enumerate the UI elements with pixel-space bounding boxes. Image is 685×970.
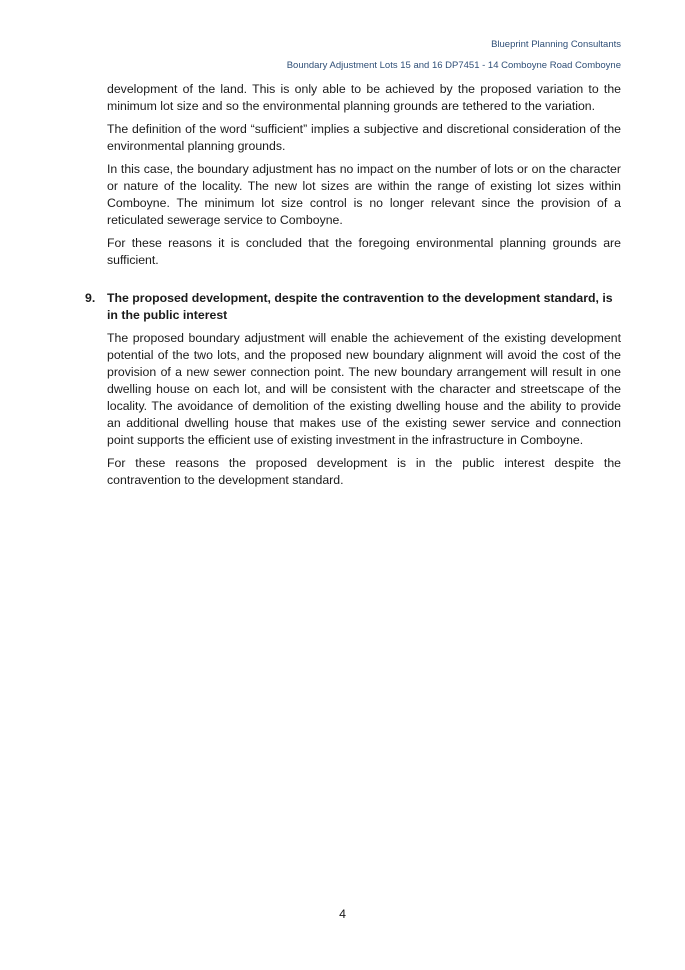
section-heading-text: The proposed development, despite the contravention to the development standard, is in the public interest — [107, 291, 613, 322]
body-paragraph: The definition of the word “sufficient” implies a subjective and discretional consideration of the environmental planning grounds. — [107, 122, 621, 153]
body-paragraph: In this case, the boundary adjustment has no impact on the number of lots or on the character or nature of the locality. The new lot sizes are within the range of existing lot sizes within Comboyne. The minimum lot size control is no longer relevant since the provision of a reticulated sewerage service to Comboyne. — [107, 162, 621, 227]
page-number: 4 — [339, 907, 346, 921]
section-paragraph: The proposed boundary adjustment will enable the achievement of the existing development potential of the two lots, and the proposed new boundary alignment will avoid the cost of the provision of a new sewer connection point. The new boundary arrangement will result in one dwelling house on each lot, and will be consistent with the character and streetscape of the locality. The avoidance of demolition of the existing dwelling house and the ability to provide an additional dwelling house that makes use of the existing sewer service and connection point supports the efficient use of existing investment in the infrastructure in Comboyne. — [107, 331, 621, 447]
document-body — [85, 81, 621, 495]
body-paragraph: For these reasons it is concluded that the foregoing environmental planning grounds are sufficient. — [107, 236, 621, 267]
header-company-name: Blueprint Planning Consultants — [491, 39, 621, 50]
section-heading — [85, 290, 621, 324]
section-number: 9. — [85, 291, 96, 305]
page-header — [287, 40, 621, 70]
body-paragraph: development of the land. This is only able to be achieved by the proposed variation to the minimum lot size and so the environmental planning grounds are tethered to the variation. — [107, 82, 621, 113]
section-paragraph: For these reasons the proposed development is in the public interest despite the contravention to the development standard. — [107, 456, 621, 487]
header-project-title: Boundary Adjustment Lots 15 and 16 DP7451 - 14 Comboyne Road Comboyne — [286, 59, 621, 71]
